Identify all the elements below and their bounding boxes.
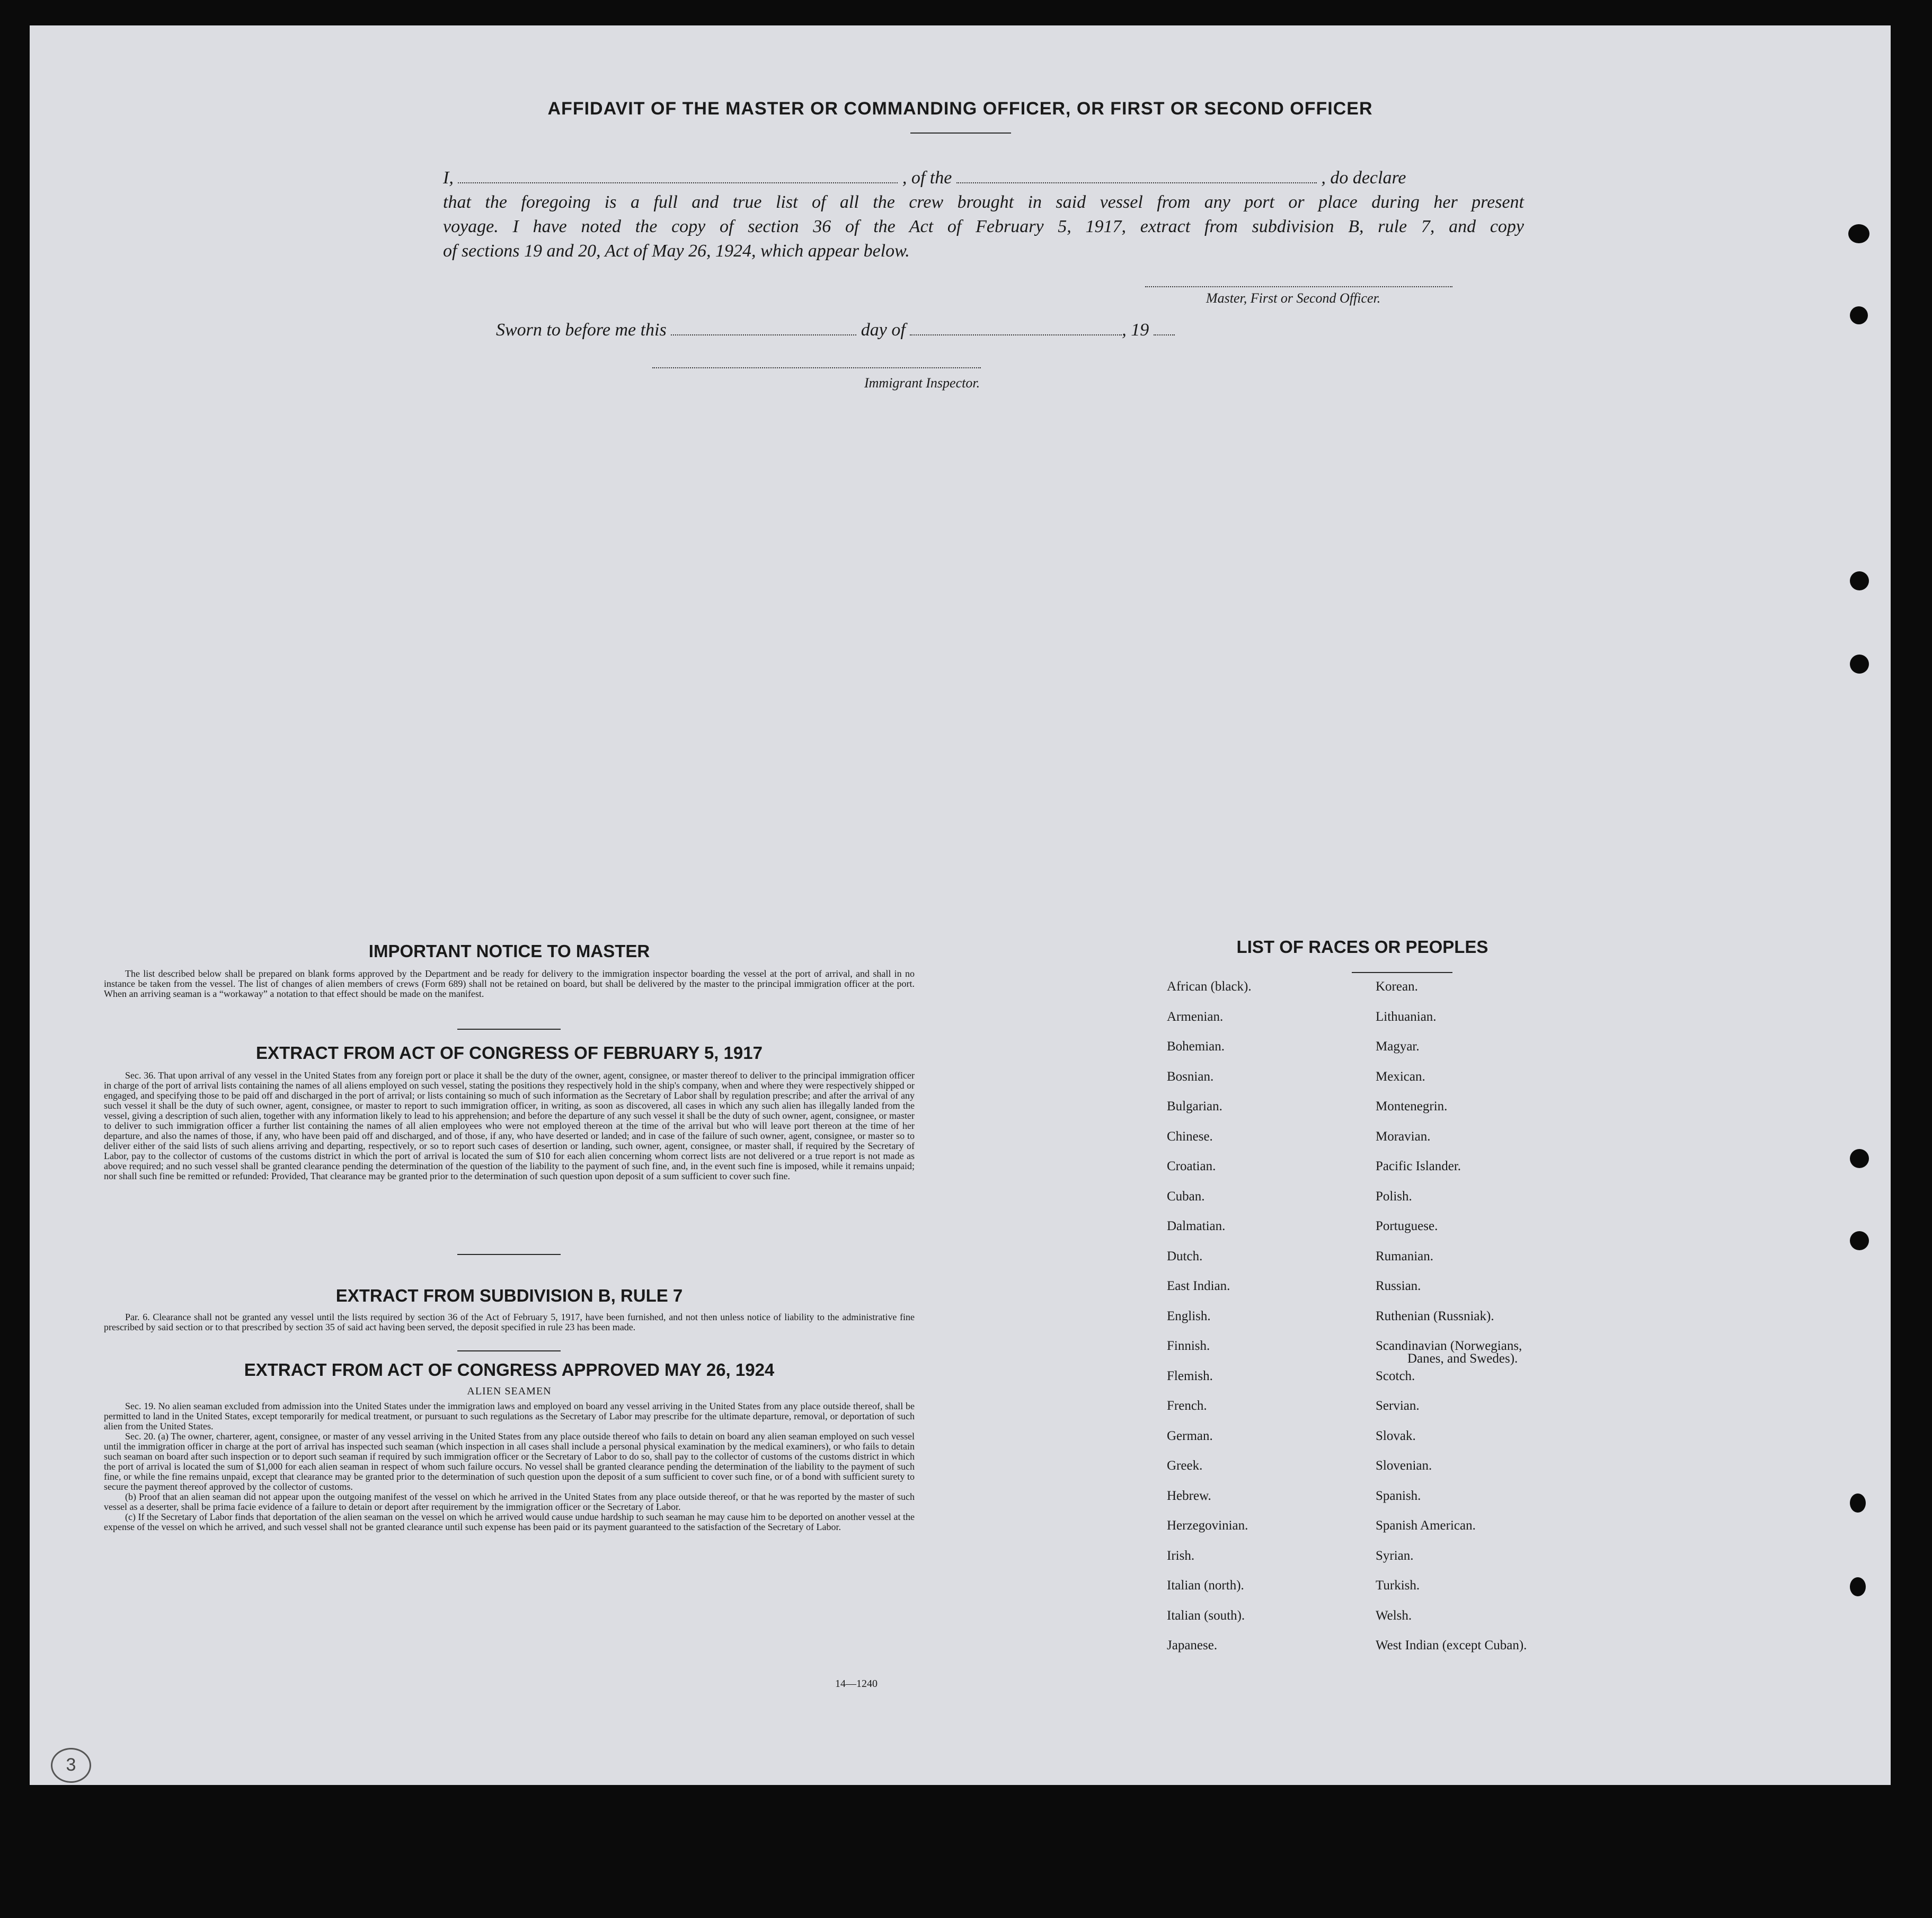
year-label: , 19 — [1122, 320, 1149, 340]
sec-20b-text: (b) Proof that an alien seaman did not appear upon the outgoing manifest of the vessel on which he arrived in the United States from any place outside thereof, or that he was reported by the master of such vessel as a deserter, shall be prima facie evidence of a failure to detain or deport after requirement by the immigration officer or the Secretary of Labor. — [104, 1491, 915, 1512]
sworn-day-field[interactable] — [671, 334, 856, 335]
notice-text: The list described below shall be prepared on blank forms approved by the Department and be ready for delivery to the immigration inspector boarding the vessel at the port of arrival, and shall in no instance be taken from the vessel. The list of changes of alien members of crews (Form 689) shall not be retained on board, but shall be delivered by the master to the principal immigration officer at the port. When an arriving seaman is a “workaway” a notation to that effect should be made on the manifest. — [104, 968, 915, 999]
extract-1917-rule — [457, 1254, 561, 1255]
extract-rule7-text: Par. 6. Clearance shall not be granted any vessel until the lists required by section 36 of the Act of February 5, 1917, have been furnished, and not then unless notice of liability to the administrative fine prescribed by said section or to that prescribed by section 35 of said act having been served, the deposit specified in rule 23 has been made. — [104, 1312, 915, 1332]
extract-1917-text: Sec. 36. That upon arrival of any vessel in the United States from any foreign port or place it shall be the duty of the owner, agent, consignee, or master thereof to deliver to the principal immigration officer in charge of the port of arrival lists containing the names of all aliens employed on such vessel, stating the positions they respectively hold in the ship's company, when and where they were respectively shipped or engaged, and specifying those to be paid off and discharged in the port of arrival; or lists containing so much of such information as the Secretary of Labor shall by regulation prescribe; and after the arrival of any such vessel it shall be the duty of such owner, agent, consignee, or master to report to such immigration officer, in writing, as soon as discovered, all cases in which any such alien has illegally landed from the vessel, giving a description of such alien, together with any information likely to lead to his apprehension; and before the departure of any such vessel it shall be the duty of such owner, agent, consignee, or master to deliver to such immigration officer a further list containing the names of all alien employees who were not employed thereon at the time of the arrival but who will leave port thereon at the time of her departure, and also the names of those, if any, who have been paid off and discharged, and of those, if any, who have deserted or landed; and in case of the failure of such owner, agent, consignee, or master so to deliver either of the said lists of such aliens arriving and departing, respectively, or so to report such cases of desertion or landing, such owner, agent, consignee, or master shall, if required by the Secretary of Labor, pay to the collector of customs of the customs district in which the port of arrival is located the sum of $10 for each alien concerning whom correct lists are not delivered or a true report is not made as above required; and no such vessel shall be granted clearance pending the determination of the question of the liability to the payment of such fine, and, in the event such fine is imposed, while it remains unpaid; nor shall such fine be remitted or refunded: Provided, That clearance may be granted prior to the determination of such question upon deposit of a sum sufficient to cover such fine. — [104, 1070, 915, 1181]
races-title: LIST OF RACES OR PEOPLES — [1236, 937, 1488, 957]
binder-hole — [1850, 306, 1868, 324]
race-item: Finnish. — [1167, 1339, 1210, 1353]
sworn-month-field[interactable] — [910, 334, 1122, 335]
vessel-name-field[interactable] — [956, 182, 1317, 183]
binder-hole — [1850, 1149, 1869, 1168]
notice-rule — [457, 1029, 561, 1030]
sworn-year-field[interactable] — [1154, 334, 1175, 335]
race-item-continuation: Danes, and Swedes). — [1407, 1351, 1518, 1366]
race-item: Syrian. — [1376, 1549, 1414, 1563]
race-item: Lithuanian. — [1376, 1010, 1437, 1024]
race-item: East Indian. — [1167, 1279, 1230, 1293]
binder-hole — [1850, 1231, 1869, 1250]
race-item: Cuban. — [1167, 1189, 1205, 1204]
binder-hole — [1850, 571, 1869, 590]
declaration-block — [443, 166, 1524, 263]
race-item: English. — [1167, 1309, 1211, 1323]
race-item: Russian. — [1376, 1279, 1421, 1293]
race-item: Croatian. — [1167, 1159, 1216, 1173]
form-number: 14—1240 — [835, 1678, 878, 1690]
race-item: Dutch. — [1167, 1249, 1203, 1263]
race-item: Pacific Islander. — [1376, 1159, 1461, 1173]
title-rule — [910, 132, 1011, 134]
document-page — [30, 25, 1891, 1785]
notice-title: IMPORTANT NOTICE TO MASTER — [368, 941, 650, 961]
race-item: Welsh. — [1376, 1608, 1412, 1623]
race-item: Hebrew. — [1167, 1489, 1211, 1503]
declaration-line-2: voyage. I have noted the copy of section 36 of the Act of February 5, 1917, extract from subdivision B, rule 7, and copy — [443, 217, 1524, 236]
race-item: Polish. — [1376, 1189, 1412, 1204]
declaration-line-1: that the foregoing is a full and true list of all the crew brought in said vessel from any port or place during her present — [443, 192, 1524, 212]
affidavit-title: AFFIDAVIT OF THE MASTER OR COMMANDING OFFICER, OR FIRST OR SECOND OFFICER — [547, 99, 1373, 119]
race-item: Armenian. — [1167, 1010, 1224, 1024]
race-item: Portuguese. — [1376, 1219, 1438, 1233]
race-item: Flemish. — [1167, 1369, 1213, 1383]
day-of-label: day of — [861, 320, 906, 340]
binder-hole — [1850, 1493, 1866, 1513]
sec-20c-text: (c) If the Secretary of Labor finds that deportation of the alien seaman on the vessel on which he arrived would cause undue hardship to such seaman he may cause him to be deported on another vessel at the expense of the vessel on which he arrived, and such vessel shall not be granted clearance until such expense has been paid or its payment guaranteed to the satisfaction of the Secretary of Labor. — [104, 1512, 915, 1532]
race-item: Mexican. — [1376, 1070, 1425, 1084]
race-item: Montenegrin. — [1376, 1099, 1448, 1113]
race-item: Slovenian. — [1376, 1459, 1432, 1473]
binder-hole — [1850, 1577, 1866, 1596]
sec-19-text: Sec. 19. No alien seaman excluded from admission into the United States under the immigration laws and employed on board any vessel arriving in the United States from any place outside thereof, shall be permitted to land in the United States, except temporarily for medical treatment, or pursuant to such regulations as the Secretary of Labor may prescribe for the ultimate departure, removal, or deportation of such alien from the United States. — [104, 1401, 915, 1431]
race-item: Servian. — [1376, 1399, 1420, 1413]
race-item: French. — [1167, 1399, 1207, 1413]
inspector-label: Immigrant Inspector. — [864, 375, 980, 391]
master-signature-label: Master, First or Second Officer. — [1206, 290, 1381, 306]
race-item: Bulgarian. — [1167, 1099, 1222, 1113]
race-item: Bosnian. — [1167, 1070, 1214, 1084]
extract-rule7-title: EXTRACT FROM SUBDIVISION B, RULE 7 — [335, 1286, 683, 1305]
master-signature-line[interactable] — [1145, 286, 1452, 287]
binder-hole — [1850, 655, 1869, 674]
race-item: Italian (south). — [1167, 1608, 1245, 1623]
race-item: Dalmatian. — [1167, 1219, 1226, 1233]
race-item: Scotch. — [1376, 1369, 1415, 1383]
race-item: Korean. — [1376, 979, 1418, 994]
binder-hole — [1848, 224, 1869, 243]
extract-1924-text — [104, 1401, 915, 1532]
race-item: Chinese. — [1167, 1129, 1213, 1144]
page-number-circle: 3 — [51, 1748, 91, 1783]
race-item: Rumanian. — [1376, 1249, 1434, 1263]
declare-label: , do declare — [1321, 168, 1406, 188]
race-item: Turkish. — [1376, 1578, 1420, 1593]
alien-seamen-subtitle: ALIEN SEAMEN — [467, 1385, 552, 1397]
extract-rule7-rule — [457, 1350, 561, 1351]
declaration-fill-line — [443, 166, 1524, 190]
sworn-line — [496, 320, 1175, 340]
extract-1924-title: EXTRACT FROM ACT OF CONGRESS APPROVED MAY 26, 1924 — [244, 1360, 775, 1380]
i-label: I, — [443, 168, 454, 188]
race-item: Japanese. — [1167, 1638, 1218, 1652]
race-item: Bohemian. — [1167, 1039, 1225, 1054]
race-item: African (black). — [1167, 979, 1252, 994]
race-item: Spanish American. — [1376, 1518, 1476, 1533]
race-item: Italian (north). — [1167, 1578, 1244, 1593]
sec-20a-text: Sec. 20. (a) The owner, charterer, agent, consignee, or master of any vessel arriving in the United States from any place outside thereof who fails to detain on board any alien seaman employed on such vessel until the immigration officer in charge at the port of arrival has inspected such seaman (which inspection in all cases shall include a personal physical examination by the medical examiners), or who fails to detain such seaman on board after such inspection or to deport such seaman if required by such immigration officer or the Secretary of Labor to do so, shall pay to the collector of customs of the customs district in which the port of arrival is located the sum of $1,000 for each alien seaman in respect of whom such failure occurs. No vessel shall be granted clearance pending the determination of the liability to the payment of such fine, or while the fine remains unpaid, except that clearance may be granted prior to the determination of such question upon the deposit of a sum sufficient to cover such fine, or of a bond with sufficient surety to secure the payment thereof approved by the collector of customs. — [104, 1431, 915, 1492]
race-item: Irish. — [1167, 1549, 1195, 1563]
races-rule — [1352, 972, 1452, 973]
race-item: Greek. — [1167, 1459, 1203, 1473]
race-item: Magyar. — [1376, 1039, 1420, 1054]
officer-name-field[interactable] — [458, 182, 898, 183]
race-item: Spanish. — [1376, 1489, 1421, 1503]
race-item: Scandinavian (Norwegians, — [1376, 1339, 1522, 1353]
race-item: West Indian (except Cuban). — [1376, 1638, 1527, 1652]
race-item: Slovak. — [1376, 1429, 1416, 1443]
declaration-line-3: of sections 19 and 20, Act of May 26, 1924, which appear below. — [443, 241, 910, 261]
race-item: Ruthenian (Russniak). — [1376, 1309, 1494, 1323]
extract-1917-title: EXTRACT FROM ACT OF CONGRESS OF FEBRUARY 5, 1917 — [256, 1043, 763, 1063]
race-item: Herzegovinian. — [1167, 1518, 1248, 1533]
inspector-signature-line[interactable] — [652, 367, 981, 368]
sworn-label: Sworn to before me this — [496, 320, 667, 340]
race-item: German. — [1167, 1429, 1213, 1443]
of-the-label: , of the — [902, 168, 952, 188]
race-item: Moravian. — [1376, 1129, 1431, 1144]
